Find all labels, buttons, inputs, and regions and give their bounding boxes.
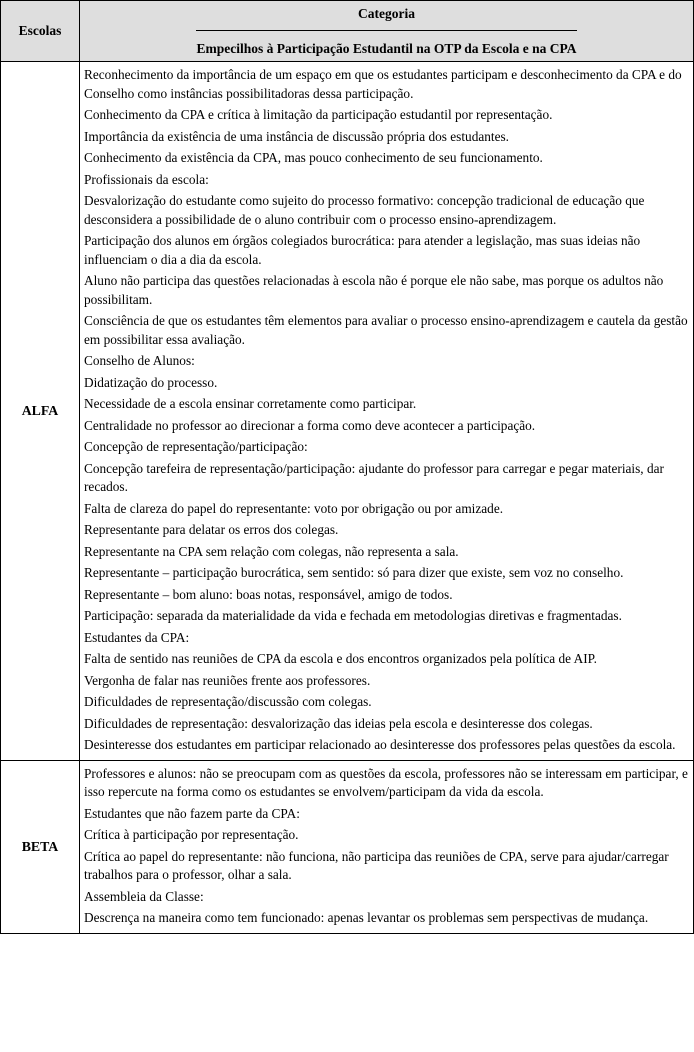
- list-item: Assembleia da Classe:: [84, 888, 204, 904]
- list-item: Estudantes da CPA:: [84, 629, 190, 645]
- school-row-alfa: [1, 62, 694, 761]
- list-item: Representante – bom aluno: boas notas, responsável, amigo de todos.: [84, 586, 453, 602]
- categoria-header: [80, 1, 694, 62]
- list-item: Conselho de Alunos:: [84, 353, 195, 369]
- list-item: Conhecimento da existência da CPA, mas pouco conhecimento de seu funcionamento.: [84, 150, 543, 166]
- list-item: Participação: separada da materialidade da vida e fechada em metodologias diretivas e fragmentadas.: [84, 608, 622, 624]
- school-items: [80, 62, 694, 761]
- list-item: Desvalorização do estudante como sujeito do processo formativo: concepção tradicional de educação que desconsidera a possibilidade de o aluno contribuir com o processo ensino-aprendizagem.: [84, 193, 645, 227]
- list-item: Falta de clareza do papel do representante: voto por obrigação ou por amizade.: [84, 500, 504, 516]
- list-item: Falta de sentido nas reuniões de CPA da escola e dos encontros organizados pela política de AIP.: [84, 651, 597, 667]
- header-divider-line: [196, 30, 577, 31]
- list-item: Descrença na maneira como tem funcionado: apenas levantar os problemas sem perspectivas de mudança.: [84, 910, 649, 926]
- list-item: Estudantes que não fazem parte da CPA:: [84, 805, 300, 821]
- list-item: Concepção tarefeira de representação/participação: ajudante do professor para carregar e pegar materiais, dar recados.: [84, 460, 664, 495]
- categoria-title: Categoria: [358, 6, 415, 21]
- list-item: Professores e alunos: não se preocupam com as questões da escola, professores não se interessam em participar, e isso repercute na forma como os estudantes se envolvem/participam da vida da escola.: [84, 765, 688, 800]
- school-row-beta: [1, 760, 694, 933]
- list-item: Crítica ao papel do representante: não funciona, não participa das reuniões de CPA, serve para ajudar/carregar trabalhos para o professor, olhar a sala.: [84, 848, 669, 883]
- list-item: Dificuldades de representação/discussão com colegas.: [84, 694, 372, 710]
- list-item: Profissionais da escola:: [84, 171, 209, 187]
- list-item: Didatização do processo.: [84, 374, 218, 390]
- list-item: Consciência de que os estudantes têm elementos para avaliar o processo ensino-aprendizagem e cautela da gestão em possibilitar essa avaliação.: [84, 313, 688, 347]
- list-item: Crítica à participação por representação.: [84, 827, 299, 843]
- list-item: Importância da existência de uma instância de discussão própria dos estudantes.: [84, 128, 509, 144]
- list-item: Centralidade no professor ao direcionar a forma como deve acontecer a participação.: [84, 417, 536, 433]
- list-item: Participação dos alunos em órgãos colegiados burocrática: para atender a legislação, mas suas ideias não influenciam o dia a dia da escola.: [84, 233, 641, 267]
- school-name: ALFA: [1, 62, 80, 761]
- list-item: Reconhecimento da importância de um espaço em que os estudantes participam e desconhecimento da CPA e do Conselho como instâncias possibilitadoras dessa participação.: [84, 67, 682, 101]
- list-item: Desinteresse dos estudantes em participar relacionado ao desinteresse dos professores pelas questões da escola.: [84, 737, 676, 753]
- school-name: BETA: [1, 760, 80, 933]
- list-item: Representante para delatar os erros dos colegas.: [84, 522, 339, 538]
- list-item: Necessidade de a escola ensinar corretamente como participar.: [84, 396, 417, 412]
- list-item: Concepção de representação/participação:: [84, 439, 308, 455]
- list-item: Dificuldades de representação: desvalorização das ideias pela escola e desinteresse dos colegas.: [84, 715, 593, 731]
- categoria-subtitle: Empecilhos à Participação Estudantil na OTP da Escola e na CPA: [196, 41, 577, 57]
- list-item: Representante na CPA sem relação com colegas, não representa a sala.: [84, 543, 459, 559]
- escolas-header: Escolas: [1, 1, 80, 62]
- list-item: Aluno não participa das questões relacionadas à escola não é porque ele não sabe, mas porque os adultos não possibilitam.: [84, 273, 664, 307]
- school-items: [80, 760, 694, 933]
- list-item: Vergonha de falar nas reuniões frente aos professores.: [84, 672, 371, 688]
- list-item: Conhecimento da CPA e crítica à limitação da participação estudantil por representação.: [84, 107, 553, 123]
- list-item: Representante – participação burocrática, sem sentido: só para dizer que existe, sem voz no conselho.: [84, 565, 624, 581]
- header-row: [1, 1, 694, 62]
